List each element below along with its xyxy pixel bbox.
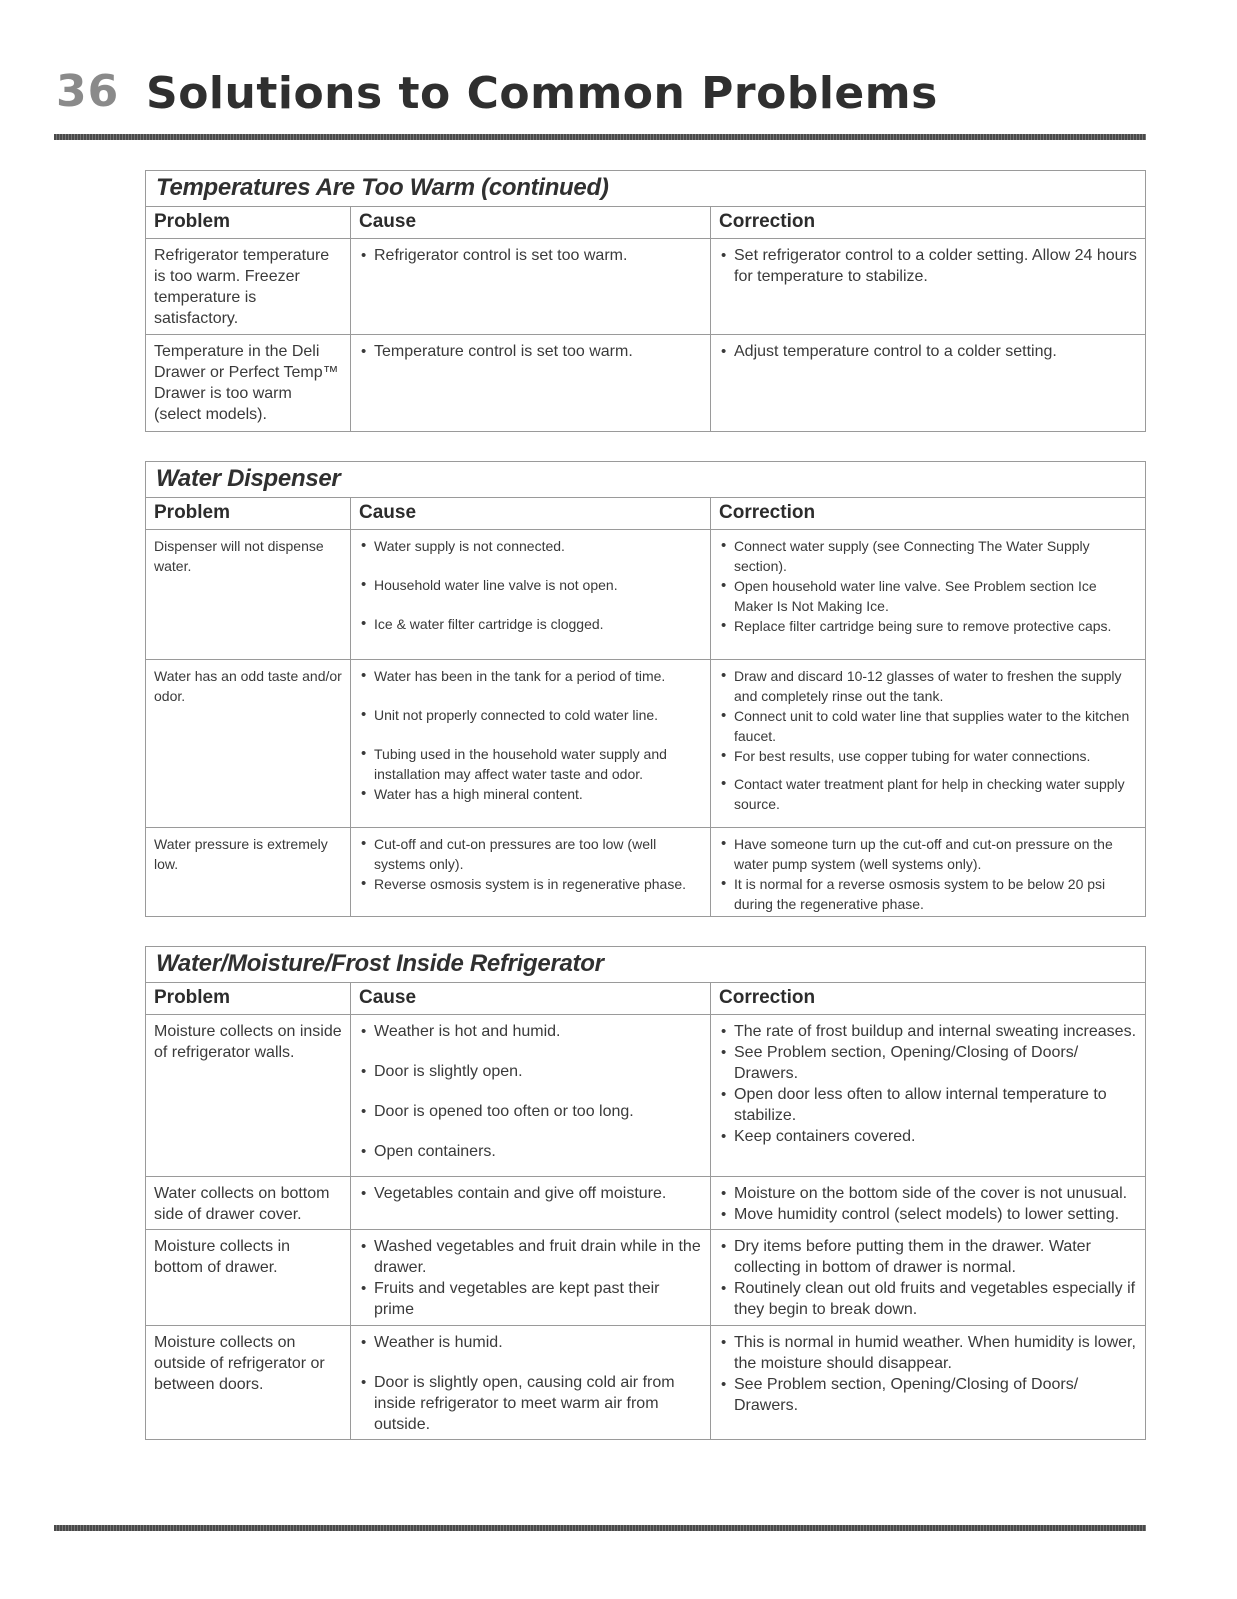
column-headers [146, 207, 1145, 239]
cause-item: • Household water line valve is not open. [359, 575, 702, 595]
column-header-cause: Cause [351, 498, 711, 529]
cause-item: • Tubing used in the household water supply and installation may affect water taste and odor. [359, 744, 702, 784]
table-row [146, 239, 1145, 335]
correction-item: • Routinely clean out old fruits and vegetables especially if they begin to break down. [719, 1278, 1137, 1320]
column-header-cause: Cause [351, 983, 711, 1014]
problem-text: Moisture collects in bottom of drawer. [154, 1238, 291, 1276]
correction-item: • Connect water supply (see Connecting The Water Supply section). [719, 536, 1137, 576]
cause-item: • Vegetables contain and give off moisture. [359, 1183, 702, 1204]
table-row [146, 1326, 1145, 1439]
header-divider [54, 134, 1146, 140]
cause-item: • Temperature control is set too warm. [359, 341, 702, 362]
correction-item: • For best results, use copper tubing for water connections. [719, 746, 1137, 766]
column-header-problem: Problem [146, 983, 351, 1014]
correction-item: • It is normal for a reverse osmosis system to be below 20 psi during the regenerative phase. [719, 874, 1137, 914]
correction-item: • Moisture on the bottom side of the cover is not unusual. [719, 1183, 1137, 1204]
correction-item: • Adjust temperature control to a colder setting. [719, 341, 1137, 362]
section-water-moisture-frost [145, 946, 1146, 1440]
section-title: Water/Moisture/Frost Inside Refrigerator [146, 947, 1145, 983]
cause-item: • Water supply is not connected. [359, 536, 702, 556]
correction-item: • Set refrigerator control to a colder setting. Allow 24 hours for temperature to stabilize. [719, 245, 1137, 287]
column-header-problem: Problem [146, 498, 351, 529]
correction-item: • Keep containers covered. [719, 1126, 1137, 1147]
footer-divider [54, 1525, 1146, 1531]
problem-text: Dispenser will not dispense water. [154, 538, 324, 574]
table-row [146, 335, 1145, 431]
cause-item: • Unit not properly connected to cold water line. [359, 705, 702, 725]
correction-item: • Move humidity control (select models) to lower setting. [719, 1204, 1137, 1225]
cause-item: • Weather is humid. [359, 1332, 702, 1353]
section-title: Temperatures Are Too Warm (continued) [146, 171, 1145, 207]
cause-item: • Door is slightly open. [359, 1061, 702, 1082]
cause-item: • Ice & water filter cartridge is clogged. [359, 614, 702, 634]
problem-text: Moisture collects on outside of refrigerator or between doors. [154, 1334, 325, 1393]
problem-text: Water has an odd taste and/or odor. [154, 668, 342, 704]
cause-item: • Water has a high mineral content. [359, 784, 702, 804]
section-temperatures-too-warm [145, 170, 1146, 432]
correction-item: • Draw and discard 10-12 glasses of water to freshen the supply and completely rinse out the tank. [719, 666, 1137, 706]
column-headers [146, 498, 1145, 530]
cause-item: • Cut-off and cut-on pressures are too low (well systems only). [359, 834, 702, 874]
correction-item: • Connect unit to cold water line that supplies water to the kitchen faucet. [719, 706, 1137, 746]
cause-item: • Water has been in the tank for a period of time. [359, 666, 702, 686]
page-number: 36 [56, 66, 120, 117]
table-row [146, 530, 1145, 660]
problem-text: Refrigerator temperature is too warm. Freezer temperature is satisfactory. [154, 247, 330, 327]
correction-item: • Dry items before putting them in the drawer. Water collecting in bottom of drawer is normal. [719, 1236, 1137, 1278]
cause-item: • Door is slightly open, causing cold air from inside refrigerator to meet warm air from outside. [359, 1372, 702, 1435]
cause-item: • Weather is hot and humid. [359, 1021, 702, 1042]
correction-item: • Replace filter cartridge being sure to remove protective caps. [719, 616, 1137, 636]
problem-text: Moisture collects on inside of refrigerator walls. [154, 1023, 342, 1061]
cause-item: • Door is opened too often or too long. [359, 1101, 702, 1122]
problem-text: Water collects on bottom side of drawer cover. [154, 1185, 330, 1223]
table-row [146, 1015, 1145, 1177]
problem-text: Temperature in the Deli Drawer or Perfect Temp™ Drawer is too warm (select models). [154, 343, 339, 423]
table-row [146, 660, 1145, 828]
correction-item: • See Problem section, Opening/Closing of Doors/ Drawers. [719, 1042, 1137, 1084]
cause-item: • Washed vegetables and fruit drain while in the drawer. [359, 1236, 702, 1278]
correction-item: • Contact water treatment plant for help in checking water supply source. [719, 774, 1137, 814]
cause-item: • Open containers. [359, 1141, 702, 1162]
section-water-dispenser [145, 461, 1146, 917]
correction-item: • This is normal in humid weather. When humidity is lower, the moisture should disappear. [719, 1332, 1137, 1374]
correction-item: • Open household water line valve. See Problem section Ice Maker Is Not Making Ice. [719, 576, 1137, 616]
column-header-correction: Correction [719, 211, 816, 232]
correction-item: • Open door less often to allow internal temperature to stabilize. [719, 1084, 1137, 1126]
table-row [146, 1177, 1145, 1230]
cause-item: • Fruits and vegetables are kept past their prime [359, 1278, 702, 1320]
problem-text: Water pressure is extremely low. [154, 836, 328, 872]
section-title: Water Dispenser [146, 462, 1145, 498]
column-header-correction: Correction [719, 987, 816, 1008]
table-row [146, 1230, 1145, 1326]
page-header [54, 66, 1144, 126]
column-header-problem: Problem [146, 207, 351, 238]
column-headers [146, 983, 1145, 1015]
correction-item: • The rate of frost buildup and internal sweating increases. [719, 1021, 1137, 1042]
correction-item: • See Problem section, Opening/Closing of Doors/ Drawers. [719, 1374, 1137, 1416]
column-header-cause: Cause [351, 207, 711, 238]
correction-item: • Have someone turn up the cut-off and cut-on pressure on the water pump system (well systems only). [719, 834, 1137, 874]
table-row [146, 828, 1145, 916]
cause-item: • Refrigerator control is set too warm. [359, 245, 702, 266]
page-title: Solutions to Common Problems [146, 68, 938, 119]
column-header-correction: Correction [719, 502, 816, 523]
cause-item: • Reverse osmosis system is in regenerative phase. [359, 874, 702, 894]
